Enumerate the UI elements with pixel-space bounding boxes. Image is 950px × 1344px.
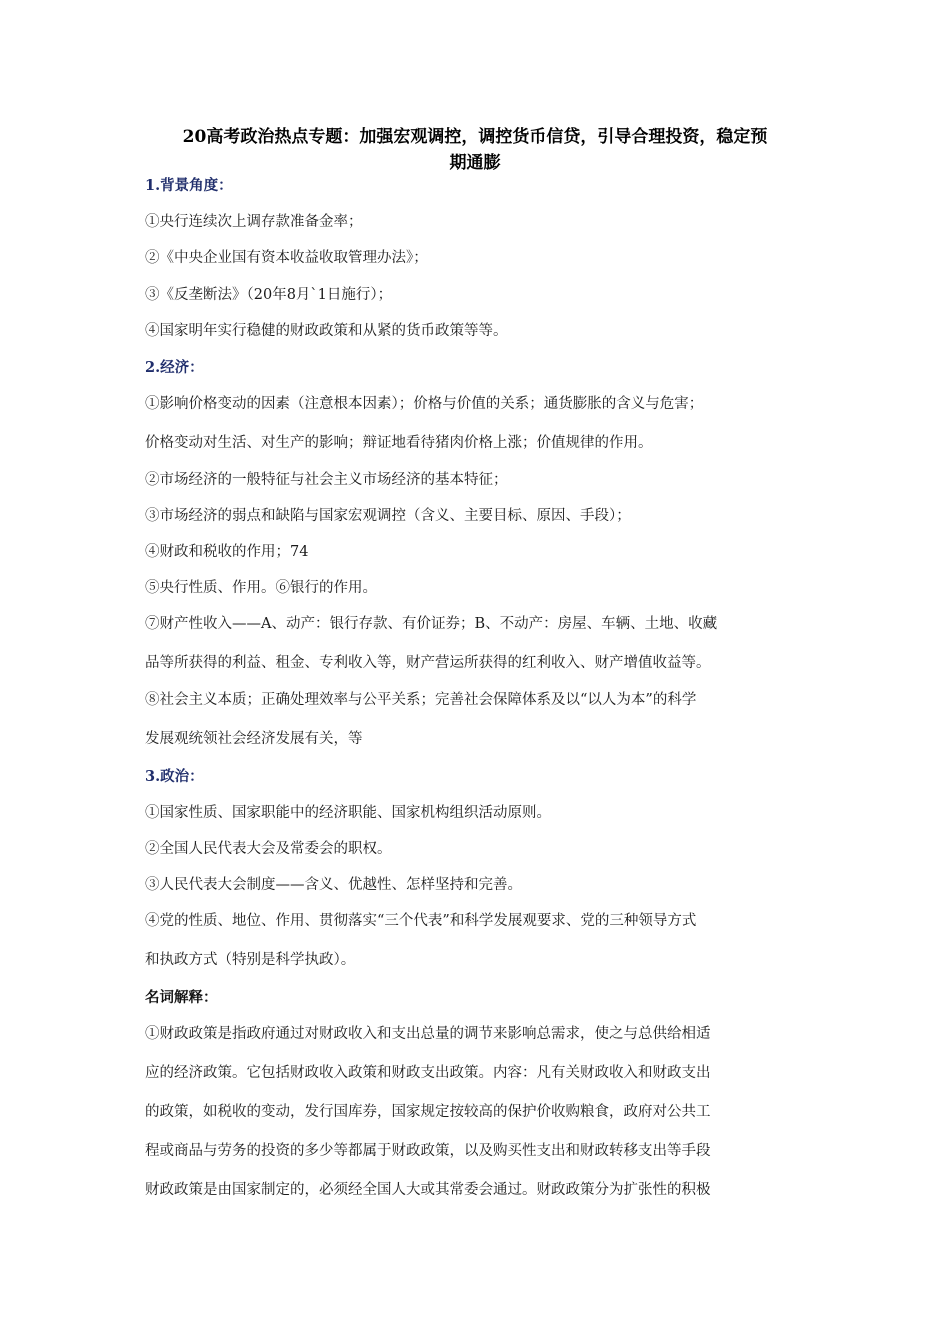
glossary-line: 应的经济政策。它包括财政收入政策和财政支出政策。内容：凡有关财政收入和财政支出 xyxy=(145,1065,711,1081)
politics-line: ①国家性质、国家职能中的经济职能、国家机构组织活动原则。 xyxy=(145,805,551,821)
economy-line: ⑤央行性质、作用。⑥银行的作用。 xyxy=(145,580,377,596)
glossary-line: 程或商品与劳务的投资的多少等都属于财政政策，以及购买性支出和财政转移支出等手段 xyxy=(145,1143,711,1159)
background-item: ①央行连续次上调存款准备金率； xyxy=(145,214,363,230)
economy-line: ①影响价格变动的因素（注意根本因素）；价格与价值的关系；通货膨胀的含义与危害； xyxy=(145,396,704,412)
title-line-2: 期通膨 xyxy=(449,153,501,173)
politics-line: 和执政方式（特别是科学执政）。 xyxy=(145,952,356,968)
background-item: ④国家明年实行稳健的财政政策和从紧的货币政策等等。 xyxy=(145,323,508,339)
economy-line: ③市场经济的弱点和缺陷与国家宏观调控（含义、主要目标、原因、手段）； xyxy=(145,508,631,524)
economy-line: ④财政和税收的作用；74 xyxy=(145,544,309,560)
section-heading-background: 1.背景角度： xyxy=(145,177,233,194)
glossary-line: 财政政策是由国家制定的，必须经全国人大或其常委会通过。财政政策分为扩张性的积极 xyxy=(145,1182,711,1198)
background-item: ③《反垄断法》（20年8月`1日施行）； xyxy=(145,287,393,303)
economy-line: ⑧社会主义本质；正确处理效率与公平关系；完善社会保障体系及以“以人为本”的科学 xyxy=(145,692,697,708)
section-heading-politics: 3.政治： xyxy=(145,768,204,785)
document-title xyxy=(140,124,810,176)
politics-line: ④党的性质、地位、作用、贯彻落实“三个代表”和科学发展观要求、党的三种领导方式 xyxy=(145,913,697,929)
title-line-1: 20高考政治热点专题：加强宏观调控，调控货币信贷，引导合理投资，稳定预 xyxy=(182,127,768,147)
economy-line: ②市场经济的一般特征与社会主义市场经济的基本特征； xyxy=(145,472,508,488)
section-heading-glossary: 名词解释： xyxy=(145,989,218,1006)
background-item: ②《中央企业国有资本收益收取管理办法》； xyxy=(145,250,428,266)
economy-line: ⑦财产性收入——A、动产：银行存款、有价证券；B、不动产：房屋、车辆、土地、收藏 xyxy=(145,616,718,632)
politics-line: ③人民代表大会制度——含义、优越性、怎样坚持和完善。 xyxy=(145,877,522,893)
section-heading-economy: 2.经济： xyxy=(145,359,204,376)
economy-line: 价格变动对生活、对生产的影响；辩证地看待猪肉价格上涨；价值规律的作用。 xyxy=(145,435,653,451)
economy-line: 品等所获得的利益、租金、专利收入等，财产营运所获得的红利收入、财产增值收益等。 xyxy=(145,655,711,671)
glossary-line: ①财政政策是指政府通过对财政收入和支出总量的调节来影响总需求，使之与总供给相适 xyxy=(145,1026,711,1042)
glossary-line: 的政策，如税收的变动，发行国库券，国家规定按较高的保护价收购粮食，政府对公共工 xyxy=(145,1104,711,1120)
politics-line: ②全国人民代表大会及常委会的职权。 xyxy=(145,841,392,857)
economy-line: 发展观统领社会经济发展有关，等 xyxy=(145,731,363,747)
